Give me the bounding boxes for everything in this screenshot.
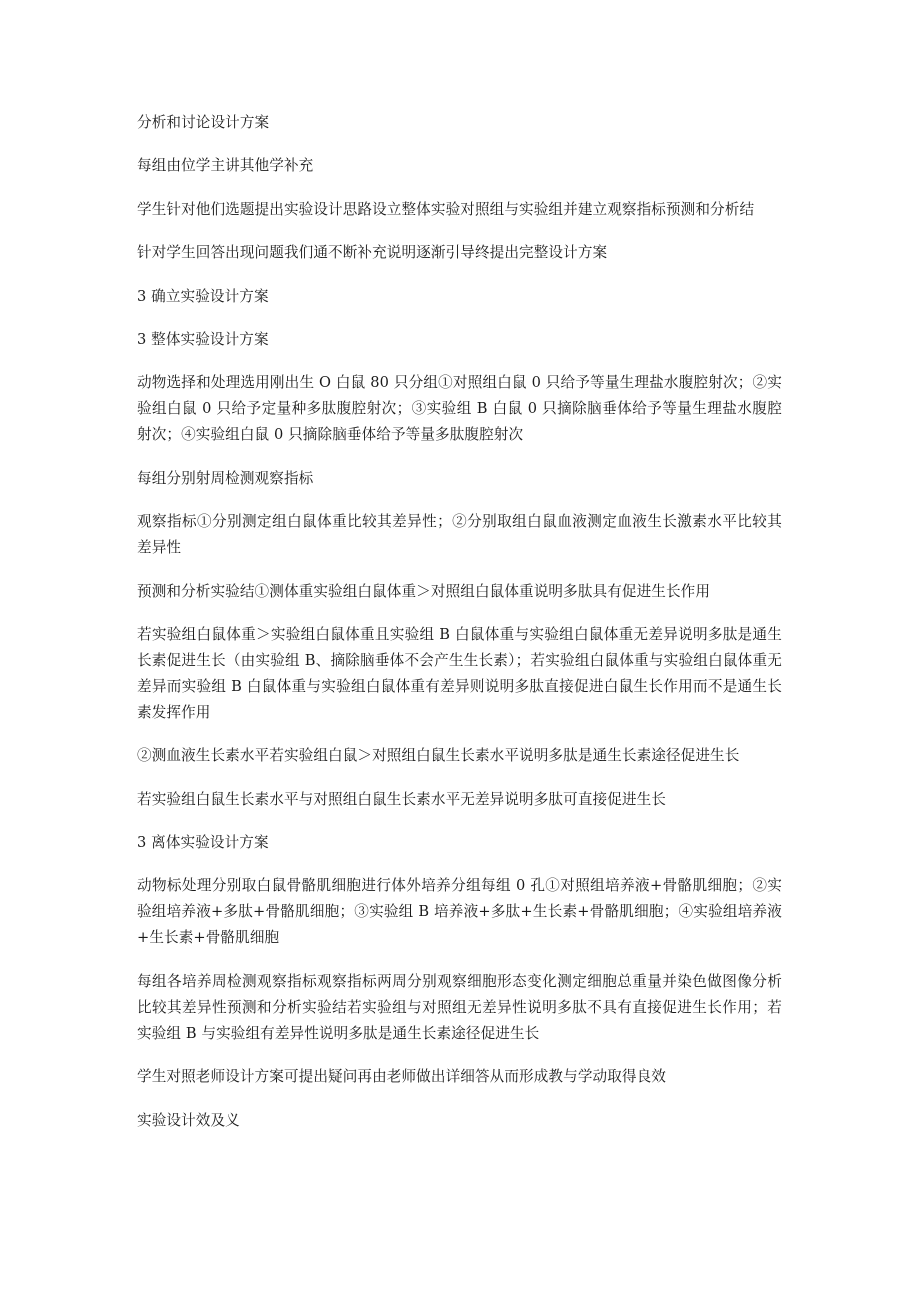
paragraph-animal-selection: 动物选择和处理选用刚出生 O 白鼠 80 只分组①对照组白鼠 0 只给予等量生理盐水腹腔射次；②实验组白鼠 0 只给予定量种多肽腹腔射次；③实验组 B 白鼠 0 只摘除脑垂体给予等量生理盐水腹腔射次；④实验组白鼠 0 只摘除脑垂体给予等量多肽腹腔射次 — [137, 374, 782, 444]
paragraph-prediction-weight: 预测和分析实验结①测体重实验组白鼠体重＞对照组白鼠体重说明多肽具有促进生长作用 — [137, 582, 711, 600]
paragraph-observation-indicators: 观察指标①分别测定组白鼠体重比较其差异性；②分别取组白鼠血液测定血液生长激素水平比较其差异性 — [137, 513, 782, 557]
paragraph-culture-analysis: 每组各培养周检测观察指标观察指标两周分别观察细胞形态变化测定细胞总重量并染色做图像分析比较其差异性预测和分析实验结若实验组与对照组无差异性说明多肽不具有直接促进生长作用；若实验组 B 与实验组有差异性说明多肽是通生长素途径促进生长 — [137, 972, 782, 1042]
paragraph-group-presentation: 每组由位学主讲其他学补充 — [137, 157, 314, 175]
section-heading-design-plan: 3 确立实验设计方案 — [137, 287, 269, 305]
paragraph-guidance: 针对学生回答出现问题我们通不断补充说明逐渐引导终提出完整设计方案 — [137, 244, 608, 262]
paragraph-design-significance: 实验设计效及义 — [137, 1111, 240, 1129]
paragraph-hormone-level: ②测血液生长素水平若实验组白鼠＞对照组白鼠生长素水平说明多肽是通生长素途径促进生长 — [137, 747, 740, 765]
paragraph-student-design: 学生针对他们选题提出实验设计思路设立整体实验对照组与实验组并建立观察指标预测和分析结 — [137, 200, 755, 218]
paragraph-weekly-detection: 每组分别射周检测观察指标 — [137, 469, 314, 487]
paragraph-weight-analysis: 若实验组白鼠体重＞实验组白鼠体重且实验组 B 白鼠体重与实验组白鼠体重无差异说明多肽是通生长素促进生长（由实验组 B、摘除脑垂体不会产生生长素）；若实验组白鼠体重与实验组白鼠体重无差异而实验组 B 白鼠体重与实验组白鼠体重有差异则说明多肽直接促进白鼠生长作用而不是通生长素发挥作用 — [137, 625, 782, 721]
paragraph-student-teacher: 学生对照老师设计方案可提出疑问再由老师做出详细答从而形成教与学动取得良效 — [137, 1068, 666, 1086]
section-heading-in-vitro: 3 离体实验设计方案 — [137, 834, 269, 852]
document-body — [137, 110, 782, 1151]
paragraph-discussion-heading: 分析和讨论设计方案 — [137, 114, 270, 131]
paragraph-hormone-no-difference: 若实验组白鼠生长素水平与对照组白鼠生长素水平无差异说明多肽可直接促进生长 — [137, 790, 666, 808]
section-heading-in-vivo: 3 整体实验设计方案 — [137, 330, 269, 348]
paragraph-cell-culture: 动物标处理分别取白鼠骨骼肌细胞进行体外培养分组每组 0 孔①对照组培养液+骨骼肌细胞；②实验组培养液+多肽+骨骼肌细胞；③实验组 B 培养液+多肽+生长素+骨骼肌细胞；④实验组培养液+生长素+骨骼肌细胞 — [137, 877, 782, 947]
